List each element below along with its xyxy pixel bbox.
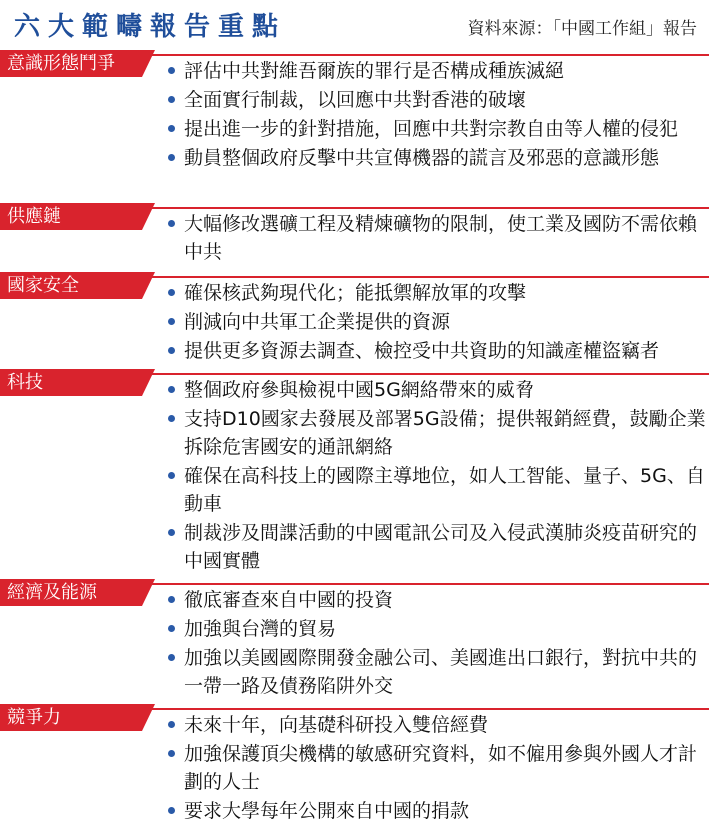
bullet-list <box>164 376 709 576</box>
item-text: 提出進一步的針對措施，回應中共對宗教自由等人權的侵犯 <box>184 118 679 140</box>
item-text: 加強以美國國際開發金融公司、美國進出口銀行，對抗中共的一帶一路及債務陷阱外交 <box>184 647 698 697</box>
bullet-icon <box>168 96 175 103</box>
bullet-icon <box>168 154 175 161</box>
list-item <box>164 115 709 143</box>
item-text: 要求大學每年公開來自中國的捐款 <box>184 800 470 822</box>
section-label: 經濟及能源 <box>0 579 142 606</box>
list-item <box>164 586 709 614</box>
page-title: 六大範疇報告重點 <box>14 12 287 42</box>
bullet-list <box>164 279 709 366</box>
item-text: 未來十年，向基礎科研投入雙倍經費 <box>184 714 489 736</box>
item-text: 削減向中共軍工企業提供的資源 <box>184 311 451 333</box>
item-text: 制裁涉及間諜活動的中國電訊公司及入侵武漢肺炎疫苗研究的中國實體 <box>184 522 698 572</box>
item-text: 確保在高科技上的國際主導地位，如人工智能、量子、5G、自動車 <box>184 465 705 515</box>
item-text: 整個政府參與檢視中國5G網絡帶來的威脅 <box>184 379 534 401</box>
item-text: 大幅修改選礦工程及精煉礦物的限制，使工業及國防不需依賴中共 <box>184 213 698 263</box>
list-item <box>164 519 709 575</box>
list-item <box>164 797 709 825</box>
bullet-list <box>164 711 709 826</box>
item-text: 提供更多資源去調查、檢控受中共資助的知識產權盜竊者 <box>184 340 660 362</box>
item-text: 評估中共對維吾爾族的罪行是否構成種族滅絕 <box>184 60 565 82</box>
bullet-list <box>164 57 709 173</box>
list-item <box>164 57 709 85</box>
item-text: 支持D10國家去發展及部署5G設備；提供報銷經費，鼓勵企業拆除危害國安的通訊網絡 <box>184 408 706 458</box>
bullet-icon <box>168 625 175 632</box>
list-item <box>164 462 709 518</box>
bullet-list <box>164 210 709 267</box>
bullet-icon <box>168 654 175 661</box>
bullet-icon <box>168 721 175 728</box>
item-text: 確保核武夠現代化；能抵禦解放軍的攻擊 <box>184 282 527 304</box>
bullet-icon <box>168 472 175 479</box>
bullet-icon <box>168 125 175 132</box>
list-item <box>164 405 709 461</box>
list-item <box>164 210 709 266</box>
item-text: 徹底審查來自中國的投資 <box>184 589 394 611</box>
header <box>0 0 709 46</box>
bullet-icon <box>168 415 175 422</box>
bullet-icon <box>168 529 175 536</box>
list-item <box>164 144 709 172</box>
bullet-icon <box>168 318 175 325</box>
section-label: 意識形態鬥爭 <box>0 50 142 77</box>
list-item <box>164 86 709 114</box>
bullet-icon <box>168 807 175 814</box>
bullet-icon <box>168 596 175 603</box>
list-item <box>164 644 709 700</box>
list-item <box>164 376 709 404</box>
section-label: 供應鏈 <box>0 203 142 230</box>
list-item <box>164 337 709 365</box>
list-item <box>164 711 709 739</box>
bullet-icon <box>168 289 175 296</box>
item-text: 動員整個政府反擊中共宣傳機器的謊言及邪惡的意識形態 <box>184 147 660 169</box>
section-label: 科技 <box>0 369 142 396</box>
bullet-list <box>164 586 709 701</box>
list-item <box>164 308 709 336</box>
section-label: 競爭力 <box>0 704 142 731</box>
list-item <box>164 279 709 307</box>
item-text: 加強與台灣的貿易 <box>184 618 337 640</box>
list-item <box>164 740 709 796</box>
source-credit: 資料來源：「中國工作組」報告 <box>467 19 697 39</box>
item-text: 加強保護頂尖機構的敏感研究資料，如不僱用參與外國人才計劃的人士 <box>184 743 698 793</box>
bullet-icon <box>168 67 175 74</box>
section-label: 國家安全 <box>0 272 142 299</box>
bullet-icon <box>168 347 175 354</box>
item-text: 全面實行制裁，以回應中共對香港的破壞 <box>184 89 527 111</box>
bullet-icon <box>168 386 175 393</box>
bullet-icon <box>168 220 175 227</box>
list-item <box>164 615 709 643</box>
bullet-icon <box>168 750 175 757</box>
